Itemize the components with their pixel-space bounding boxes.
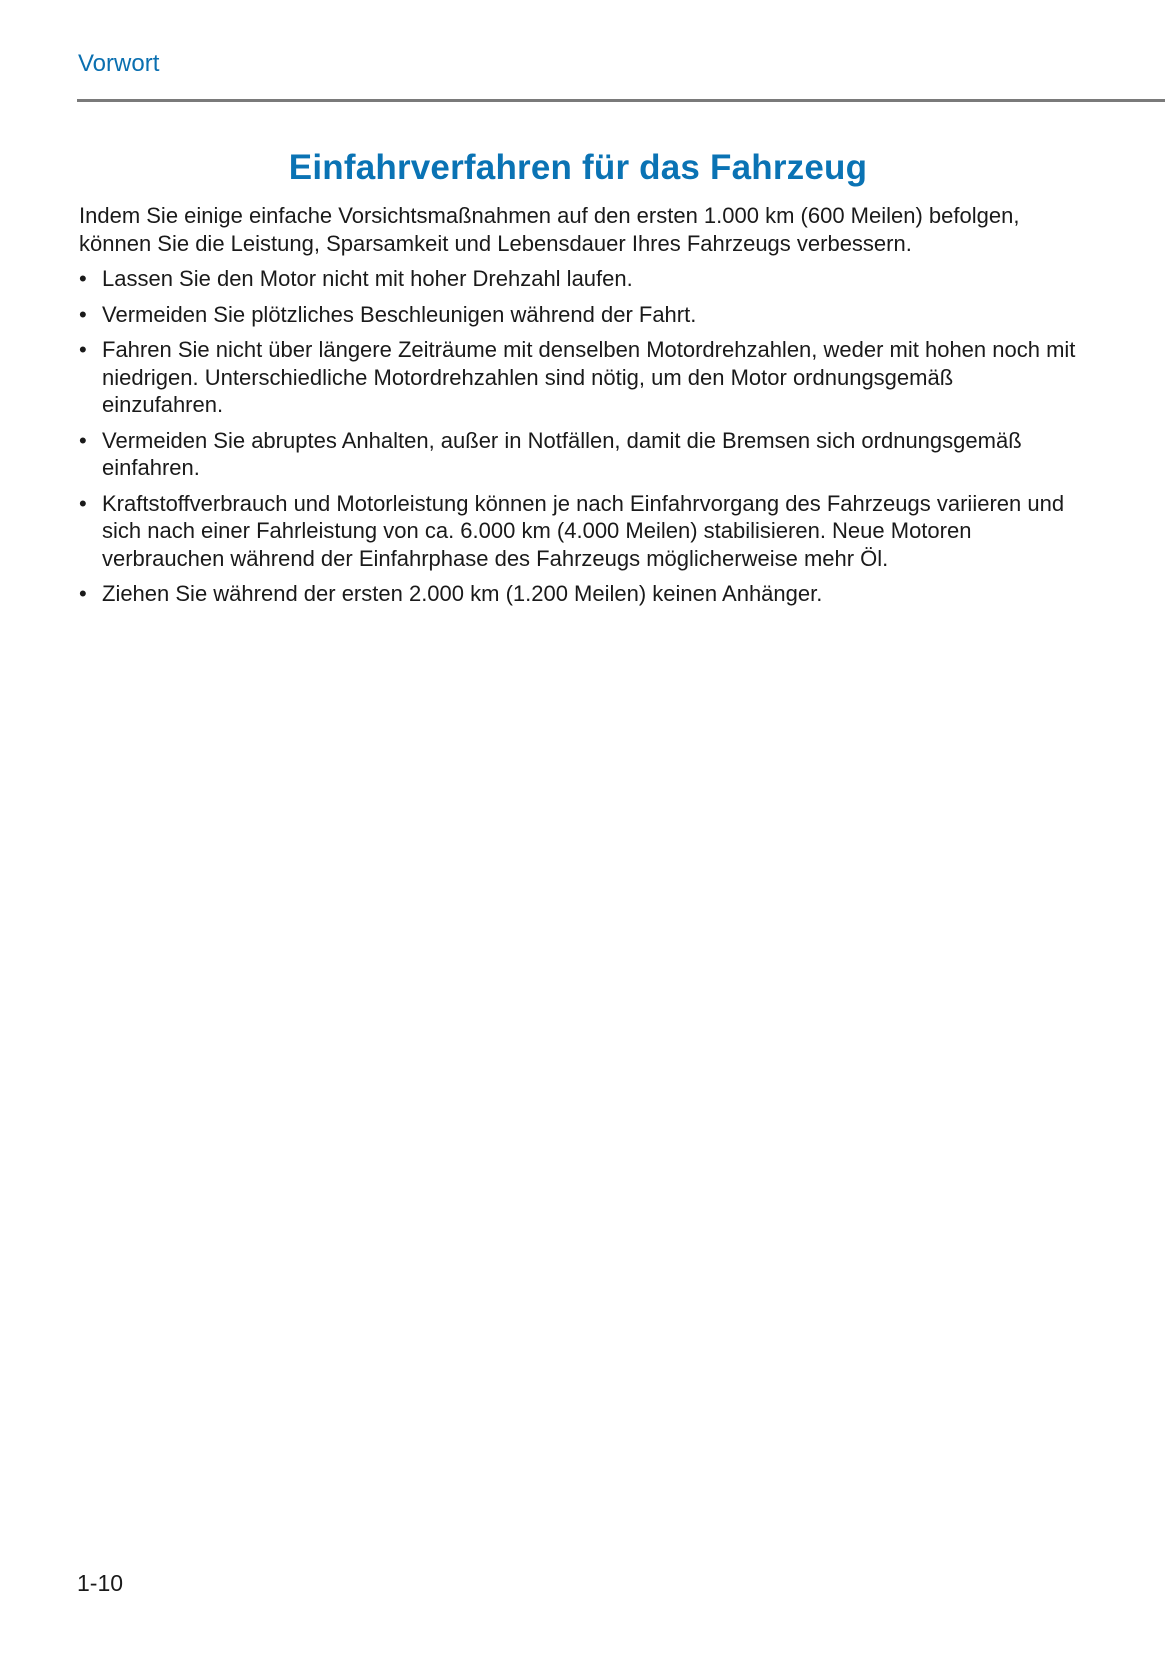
page-content	[79, 202, 1079, 616]
page-title: Einfahrverfahren für das Fahrzeug	[288, 148, 868, 187]
header-divider	[77, 99, 1165, 102]
bullet-text: Kraftstoffverbrauch und Motorleistung können je nach Einfahrvorgang des Fahrzeugs variieren und sich nach einer Fahrleistung von ca. 6.000 km (4.000 Meilen) stabilisieren. Neue Motoren verbrauchen während der Einfahrphase des Fahrzeugs möglicherweise mehr Öl.	[102, 490, 1065, 571]
bullet-icon: •	[79, 427, 87, 453]
bullet-item	[79, 265, 1079, 293]
bullet-item	[79, 301, 1079, 329]
bullet-item	[79, 336, 1079, 419]
bullet-text: Lassen Sie den Motor nicht mit hoher Drehzahl laufen.	[102, 266, 633, 291]
section-label: Vorwort	[78, 50, 160, 77]
bullet-list	[79, 265, 1079, 608]
bullet-icon: •	[79, 490, 87, 516]
intro-paragraph: Indem Sie einige einfache Vorsichtsmaßnahmen auf den ersten 1.000 km (600 Meilen) befolgen, können Sie die Leistung, Sparsamkeit und Lebensdauer Ihres Fahrzeugs verbessern.	[79, 203, 1020, 256]
bullet-text: Vermeiden Sie abruptes Anhalten, außer in Notfällen, damit die Bremsen sich ordnungsgemäß einfahren.	[102, 427, 1022, 480]
bullet-text: Fahren Sie nicht über längere Zeiträume mit denselben Motordrehzahlen, weder mit hohen noch mit niedrigen. Unterschiedliche Motordrehzahlen sind nötig, um den Motor ordnungsgemäß einzufahren.	[102, 337, 1076, 417]
bullet-item	[79, 580, 1079, 608]
bullet-text: Vermeiden Sie plötzliches Beschleunigen während der Fahrt.	[102, 301, 697, 327]
bullet-text: Ziehen Sie während der ersten 2.000 km (1.200 Meilen) keinen Anhänger.	[102, 581, 823, 606]
bullet-item	[79, 427, 1079, 482]
bullet-icon: •	[79, 581, 87, 606]
bullet-icon: •	[79, 337, 87, 362]
bullet-icon: •	[79, 266, 87, 291]
bullet-icon: •	[79, 301, 87, 327]
page-number: 1-10	[77, 1570, 124, 1596]
bullet-item	[79, 490, 1079, 573]
